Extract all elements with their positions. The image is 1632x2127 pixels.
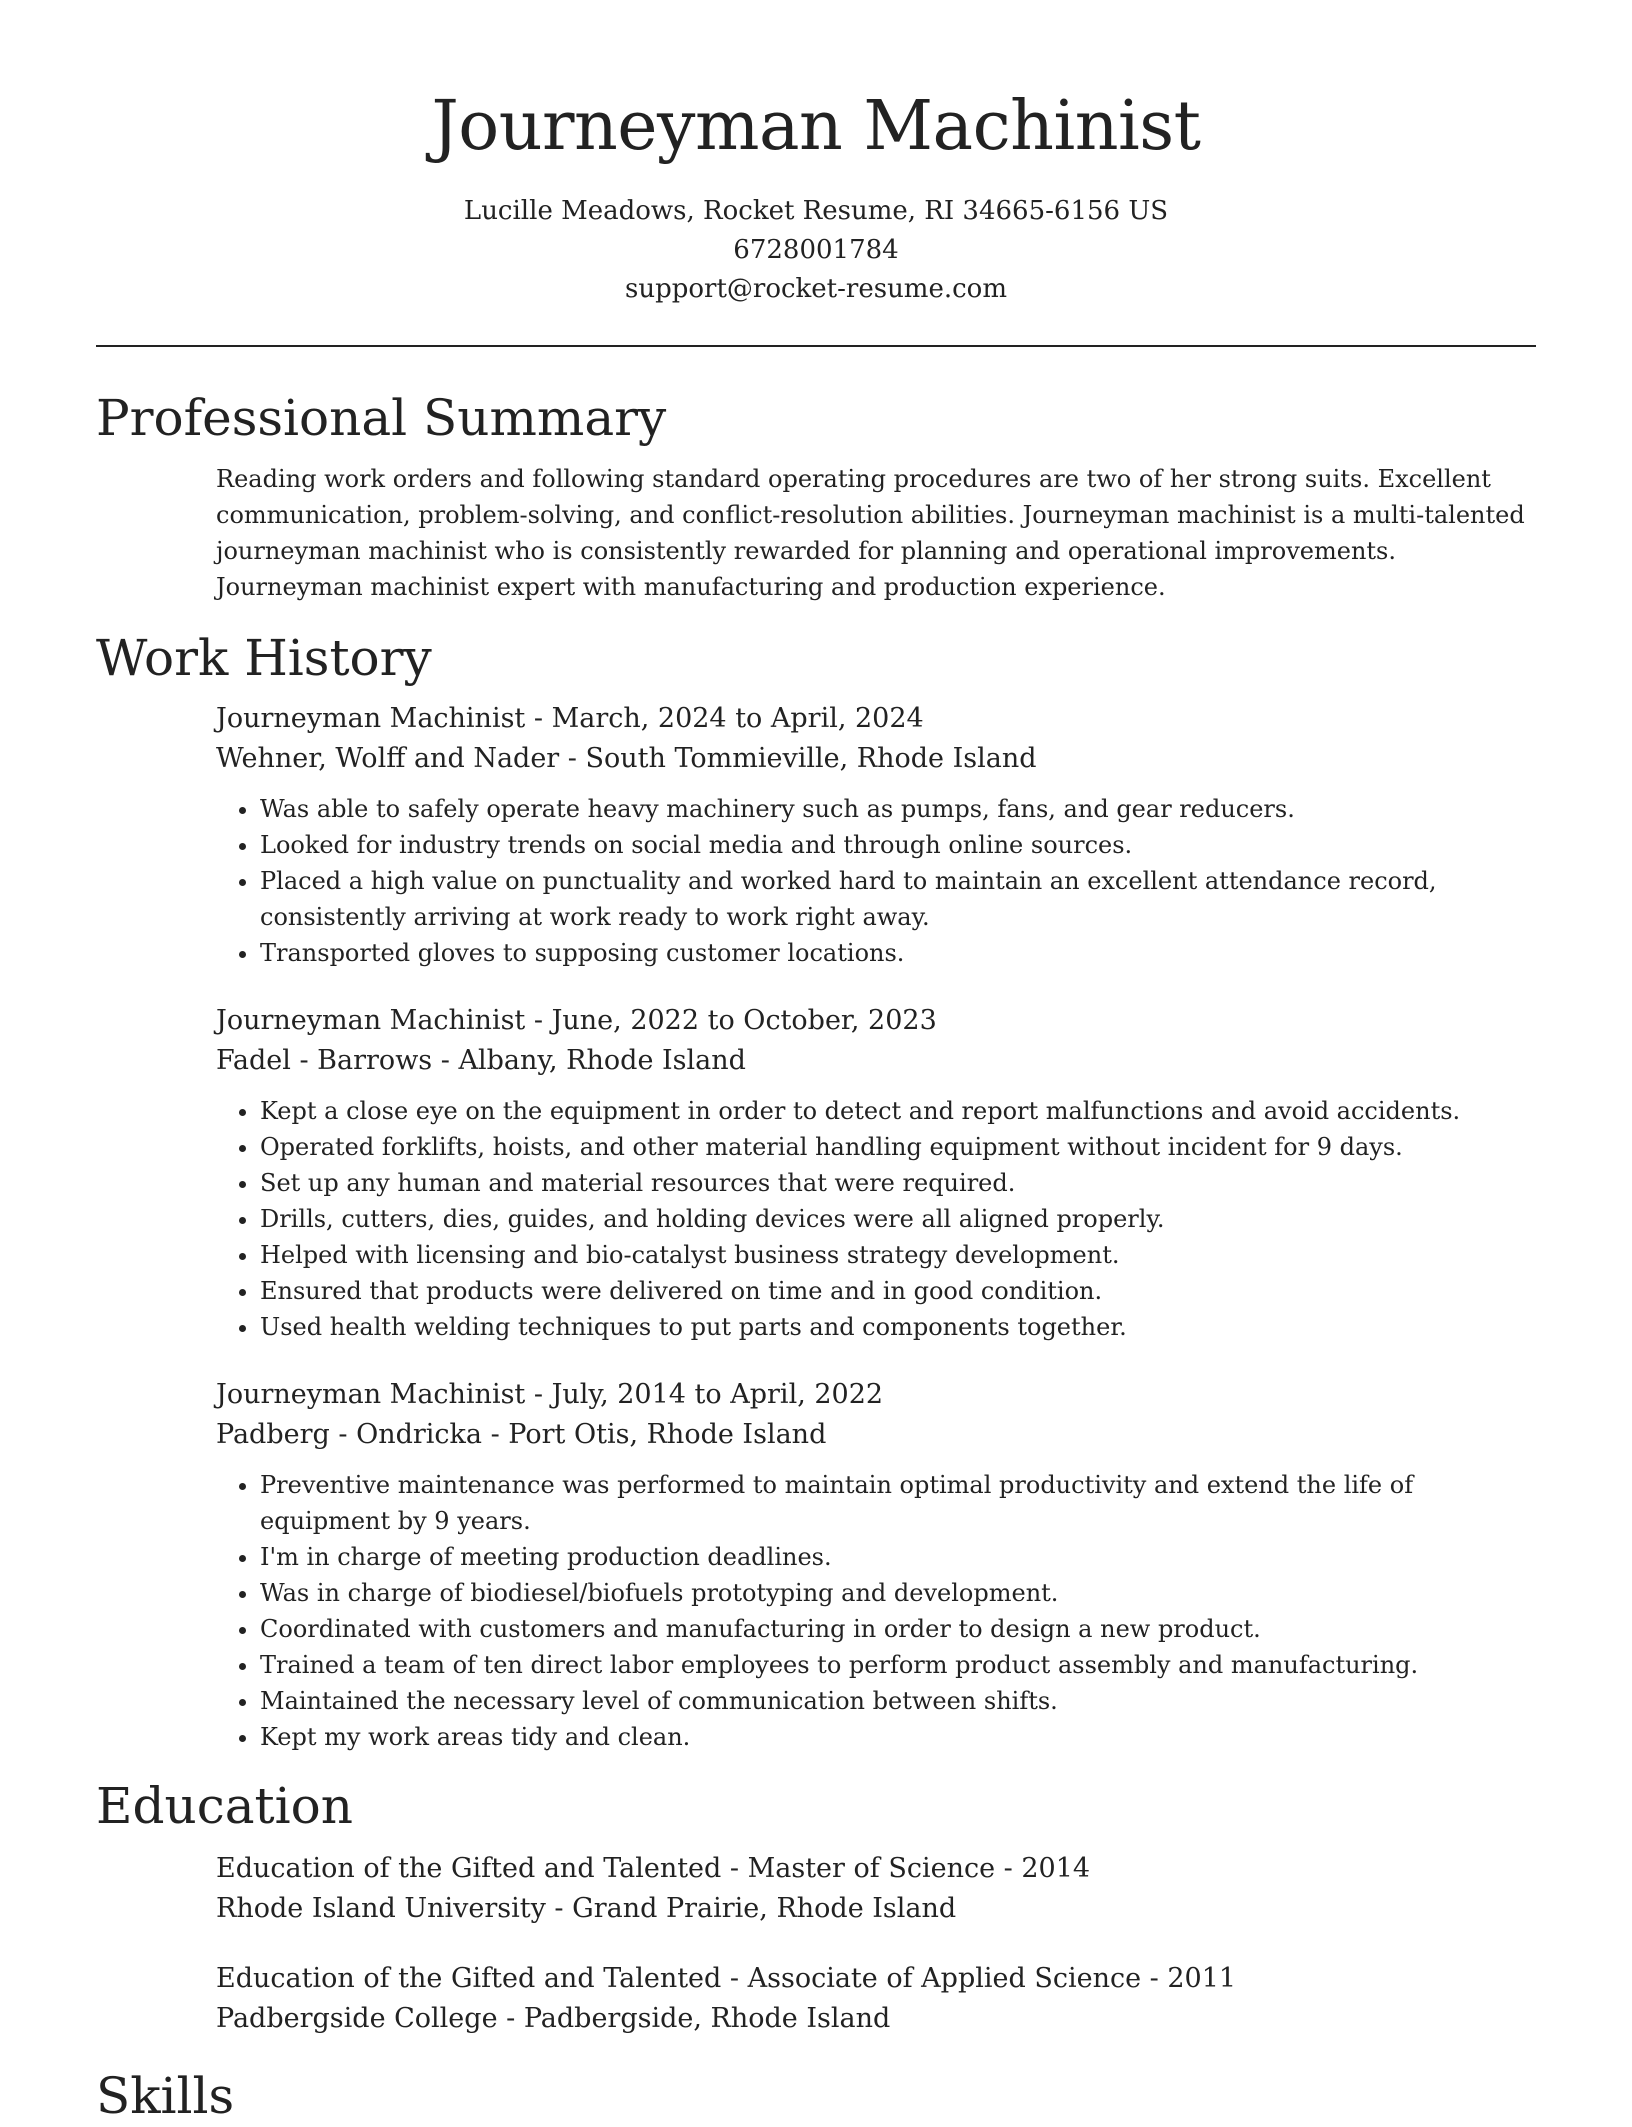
- job-duty: • Operated forklifts, hoists, and other material handling equipment without incident for 9 days.: [260, 1129, 1536, 1165]
- job-duties-list: [216, 791, 1536, 971]
- job-duty: • Trained a team of ten direct labor employees to perform product assembly and manufacturing.: [260, 1647, 1536, 1683]
- job-duty: • Was able to safely operate heavy machinery such as pumps, fans, and gear reducers.: [260, 791, 1536, 827]
- education-school: Rhode Island University - Grand Prairie, Rhode Island: [216, 1893, 957, 1924]
- job-duty: • Coordinated with customers and manufacturing in order to design a new product.: [260, 1611, 1536, 1647]
- header-divider: [96, 345, 1536, 347]
- job-duty: • Maintained the necessary level of communication between shifts.: [260, 1683, 1536, 1719]
- job-entry: [216, 1375, 1536, 1755]
- job-duty: • Transported gloves to supposing customer locations.: [260, 935, 1536, 971]
- job-duties-list: [216, 1467, 1536, 1755]
- job-duty: • Helped with licensing and bio-catalyst business strategy development.: [260, 1237, 1536, 1273]
- contact-info: [96, 192, 1536, 309]
- job-company: Wehner, Wolff and Nader - South Tommieville, Rhode Island: [216, 743, 1037, 774]
- job-duty: • Kept my work areas tidy and clean.: [260, 1719, 1536, 1755]
- resume-title: Journeyman Machinist: [431, 87, 1201, 166]
- summary-heading: Professional Summary: [96, 389, 667, 447]
- job-title: Journeyman Machinist - June, 2022 to October, 2023: [216, 1005, 937, 1036]
- job-duty: • Set up any human and material resources that were required.: [260, 1165, 1536, 1201]
- job-duty: • Looked for industry trends on social media and through online sources.: [260, 827, 1536, 863]
- job-entry: [216, 699, 1536, 971]
- job-duty: • Preventive maintenance was performed to maintain optimal productivity and extend the life of equipment by 9 years.: [260, 1467, 1536, 1539]
- skills-heading: Skills: [96, 2067, 235, 2125]
- contact-email: support@rocket-resume.com: [624, 274, 1007, 304]
- job-duty: • Was in charge of biodiesel/biofuels prototyping and development.: [260, 1575, 1536, 1611]
- job-duty: • I'm in charge of meeting production deadlines.: [260, 1539, 1536, 1575]
- education-school: Padbergside College - Padbergside, Rhode Island: [216, 2003, 891, 2034]
- job-duties-list: [216, 1093, 1536, 1345]
- education-degree: Education of the Gifted and Talented - Master of Science - 2014: [216, 1853, 1091, 1884]
- job-company: Fadel - Barrows - Albany, Rhode Island: [216, 1045, 746, 1076]
- job-duty: • Used health welding techniques to put parts and components together.: [260, 1309, 1536, 1345]
- job-duty: • Drills, cutters, dies, guides, and holding devices were all aligned properly.: [260, 1201, 1536, 1237]
- job-entry: [216, 1001, 1536, 1345]
- contact-phone: 6728001784: [733, 235, 899, 265]
- job-company: Padberg - Ondricka - Port Otis, Rhode Island: [216, 1419, 827, 1450]
- summary-text: Reading work orders and following standard operating procedures are two of her strong suits. Excellent communication, problem-solving, and conflict-resolution abilities. Journeyman machinist is a multi-talented journeyman machinist who is consistently rewarded for planning and operational improvements. Journeyman machinist expert with manufacturing and production experience.: [216, 465, 1525, 601]
- job-title: Journeyman Machinist - March, 2024 to April, 2024: [216, 703, 924, 734]
- education-heading: Education: [96, 1777, 353, 1835]
- job-duty: • Placed a high value on punctuality and worked hard to maintain an excellent attendance record, consistently arriving at work ready to work right away.: [260, 863, 1536, 935]
- contact-address: Lucille Meadows, Rocket Resume, RI 34665-6156 US: [463, 196, 1169, 226]
- education-entry: [216, 1849, 1536, 1929]
- education-degree: Education of the Gifted and Talented - Associate of Applied Science - 2011: [216, 1963, 1237, 1994]
- job-duty: • Kept a close eye on the equipment in order to detect and report malfunctions and avoid accidents.: [260, 1093, 1536, 1129]
- resume-page: [96, 0, 1536, 2127]
- job-title: Journeyman Machinist - July, 2014 to April, 2022: [216, 1379, 884, 1410]
- education-entry: [216, 1959, 1536, 2039]
- work-history-heading: Work History: [96, 629, 432, 687]
- job-duty: • Ensured that products were delivered on time and in good condition.: [260, 1273, 1536, 1309]
